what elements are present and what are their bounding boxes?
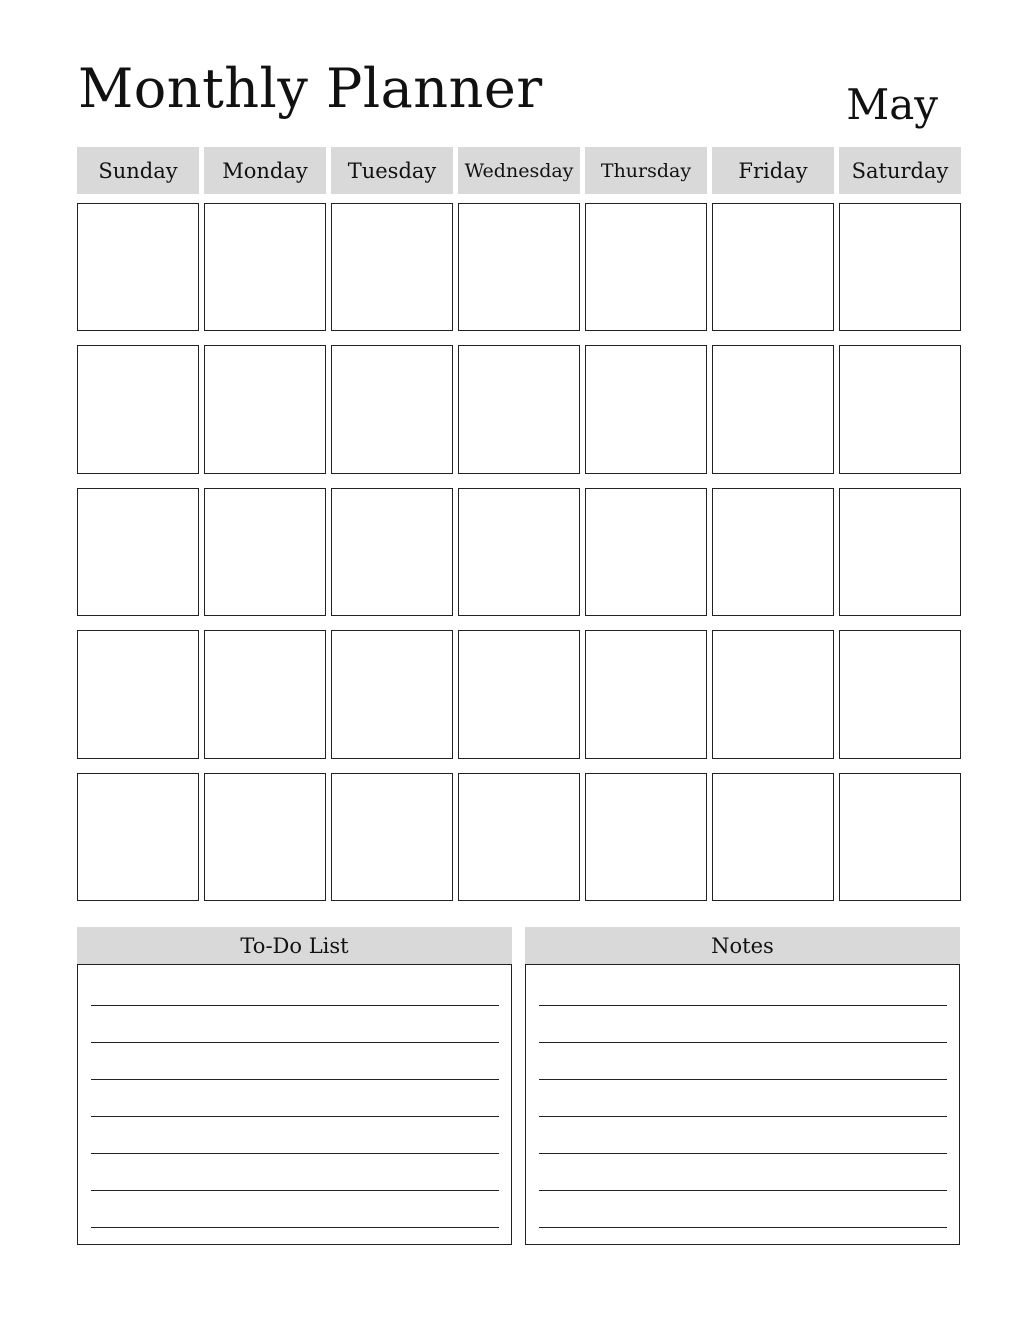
month-label: May — [846, 80, 938, 129]
day-cell[interactable] — [331, 630, 453, 758]
day-cell[interactable] — [331, 773, 453, 901]
day-cell[interactable] — [585, 773, 707, 901]
writing-line — [91, 1227, 499, 1228]
day-cell[interactable] — [839, 488, 961, 616]
day-cell[interactable] — [331, 488, 453, 616]
day-cell[interactable] — [204, 488, 326, 616]
day-cell[interactable] — [839, 630, 961, 758]
day-cell[interactable] — [331, 345, 453, 473]
day-cell[interactable] — [77, 773, 199, 901]
notes-panel — [525, 927, 960, 1245]
day-cell[interactable] — [712, 488, 834, 616]
weekday-tuesday: Tuesday — [331, 147, 453, 194]
day-cell[interactable] — [204, 345, 326, 473]
day-cell[interactable] — [839, 345, 961, 473]
day-cell[interactable] — [458, 203, 580, 331]
day-cell[interactable] — [331, 203, 453, 331]
day-cell[interactable] — [458, 773, 580, 901]
day-cell[interactable] — [458, 630, 580, 758]
todo-lines-area[interactable] — [77, 964, 512, 1245]
writing-line — [539, 1079, 947, 1080]
writing-line — [539, 1042, 947, 1043]
writing-line — [539, 1005, 947, 1006]
day-cell[interactable] — [204, 630, 326, 758]
notes-lines-area[interactable] — [525, 964, 960, 1245]
weekday-monday: Monday — [204, 147, 326, 194]
writing-line — [91, 1153, 499, 1154]
weekday-sunday: Sunday — [77, 147, 199, 194]
day-cell[interactable] — [712, 203, 834, 331]
day-cell[interactable] — [77, 630, 199, 758]
writing-line — [539, 1116, 947, 1117]
day-cell[interactable] — [585, 488, 707, 616]
weekday-thursday: Thursday — [585, 147, 707, 194]
day-cell[interactable] — [77, 345, 199, 473]
writing-line — [539, 1190, 947, 1191]
day-cell[interactable] — [712, 345, 834, 473]
page-title: Monthly Planner — [78, 57, 543, 120]
todo-panel — [77, 927, 512, 1245]
day-cell[interactable] — [839, 203, 961, 331]
weekday-saturday: Saturday — [839, 147, 961, 194]
notes-title: Notes — [525, 927, 960, 964]
day-cell[interactable] — [712, 773, 834, 901]
writing-line — [539, 1153, 947, 1154]
day-cell[interactable] — [458, 345, 580, 473]
day-cell[interactable] — [839, 773, 961, 901]
day-cell[interactable] — [204, 203, 326, 331]
writing-line — [91, 1005, 499, 1006]
weekday-header-row — [77, 147, 961, 194]
day-cell[interactable] — [585, 345, 707, 473]
day-cell[interactable] — [585, 630, 707, 758]
writing-line — [91, 1079, 499, 1080]
todo-title: To-Do List — [77, 927, 512, 964]
day-cell[interactable] — [77, 203, 199, 331]
weekday-friday: Friday — [712, 147, 834, 194]
writing-line — [539, 1227, 947, 1228]
day-cell[interactable] — [458, 488, 580, 616]
day-cell[interactable] — [712, 630, 834, 758]
day-cell[interactable] — [204, 773, 326, 901]
writing-line — [91, 1116, 499, 1117]
calendar-grid — [77, 203, 961, 901]
writing-line — [91, 1042, 499, 1043]
day-cell[interactable] — [77, 488, 199, 616]
weekday-wednesday: Wednesday — [458, 147, 580, 194]
day-cell[interactable] — [585, 203, 707, 331]
writing-line — [91, 1190, 499, 1191]
